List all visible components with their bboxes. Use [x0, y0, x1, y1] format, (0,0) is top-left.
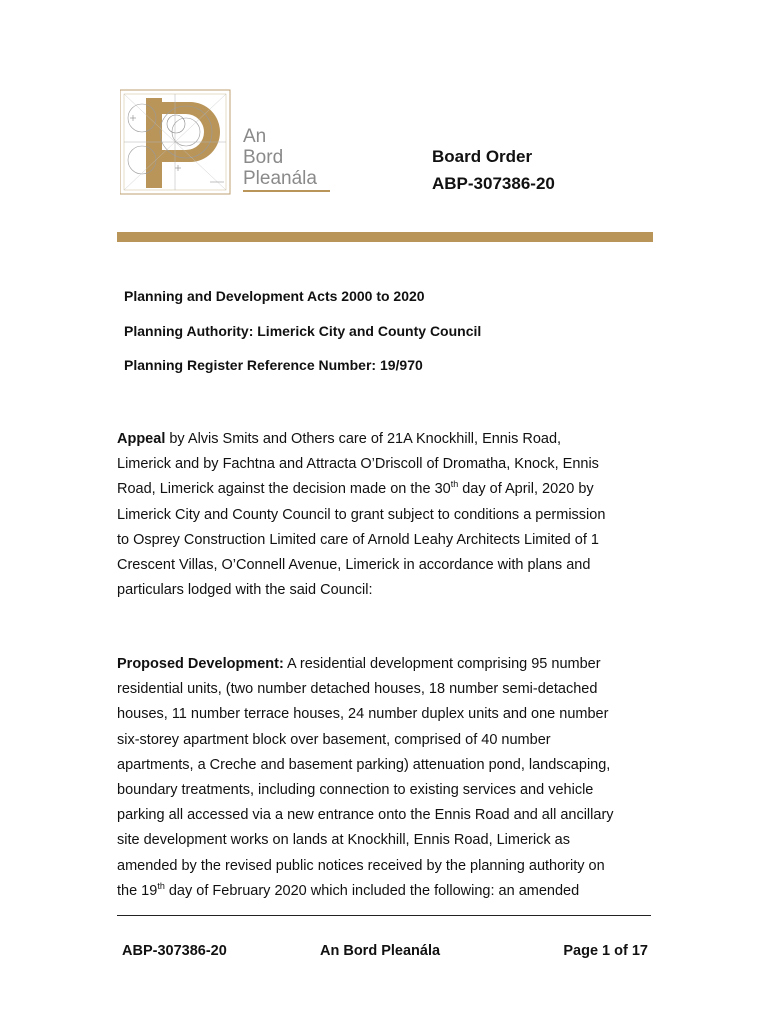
footer-rule	[117, 915, 651, 916]
board-order-block	[432, 143, 555, 197]
appeal-text: Road, Limerick against the decision made on the 30	[117, 481, 451, 498]
ordinal-suffix: th	[450, 479, 459, 490]
authority-heading: Planning Authority: Limerick City and County Council	[124, 322, 482, 339]
appeal-text: by Alvis Smits and Others care of 21A Knockhill, Ennis Road,	[165, 431, 562, 447]
appeal-text: Limerick and by Fachtna and Attracta O’Driscoll of Dromatha, Knock, Ennis	[117, 456, 599, 473]
board-order-title: Board Order	[432, 147, 533, 166]
footer-organisation: An Bord Pleanála	[320, 943, 441, 959]
appeal-label: Appeal	[117, 431, 166, 447]
logo-line-bord: Bord	[243, 147, 284, 168]
proposed-text: parking all accessed via a new entrance onto the Ennis Road and all ancillary	[117, 807, 614, 824]
register-heading: Planning Register Reference Number: 19/970	[124, 357, 423, 373]
logo-line-pleanala: Pleanála	[243, 168, 317, 189]
proposed-text: residential units, (two number detached houses, 18 number semi-detached	[117, 681, 598, 698]
appeal-text: to Osprey Construction Limited care of Arnold Leahy Architects Limited of 1	[117, 531, 599, 548]
ordinal-suffix: th	[157, 881, 165, 891]
proposed-development-label: Proposed Development:	[117, 656, 284, 672]
proposed-text: day of February 2020 which included the following: an amended	[164, 882, 580, 899]
logo-wordmark	[243, 126, 317, 189]
proposed-text: amended by the revised public notices received by the planning authority on	[117, 857, 605, 874]
footer-page-number: Page 1 of 17	[563, 943, 648, 959]
appeal-text: particulars lodged with the said Council:	[117, 582, 373, 599]
proposed-text: apartments, a Creche and basement parking) attenuation pond, landscaping,	[117, 756, 611, 773]
planning-headings	[124, 287, 481, 391]
proposed-text: houses, 11 number terrace houses, 24 number duplex units and one number	[117, 706, 609, 723]
appeal-text: Limerick City and County Council to grant subject to conditions a permission	[117, 506, 606, 523]
appeal-text: Crescent Villas, O’Connell Avenue, Limerick in accordance with plans and	[117, 557, 591, 574]
proposed-text: A residential development comprising 95 number	[283, 656, 601, 672]
appeal-text: day of April, 2020 by	[458, 481, 594, 498]
proposed-text: the 19	[117, 882, 158, 899]
board-order-reference: ABP-307386-20	[432, 174, 555, 193]
proposed-development-paragraph	[117, 652, 657, 904]
proposed-text: six-storey apartment block over basement, comprised of 40 number	[117, 731, 551, 748]
page-footer	[122, 943, 648, 963]
acts-heading: Planning and Development Acts 2000 to 2020	[124, 288, 425, 304]
header-divider-bar	[117, 232, 653, 242]
proposed-text: boundary treatments, including connection to existing services and vehicle	[117, 782, 594, 799]
logo-line-an: An	[243, 126, 267, 147]
logo-underline	[243, 190, 330, 192]
proposed-text: site development works on lands at Knockhill, Ennis Road, Limerick as	[117, 832, 570, 849]
appeal-paragraph	[117, 427, 657, 603]
footer-reference: ABP-307386-20	[122, 943, 227, 959]
